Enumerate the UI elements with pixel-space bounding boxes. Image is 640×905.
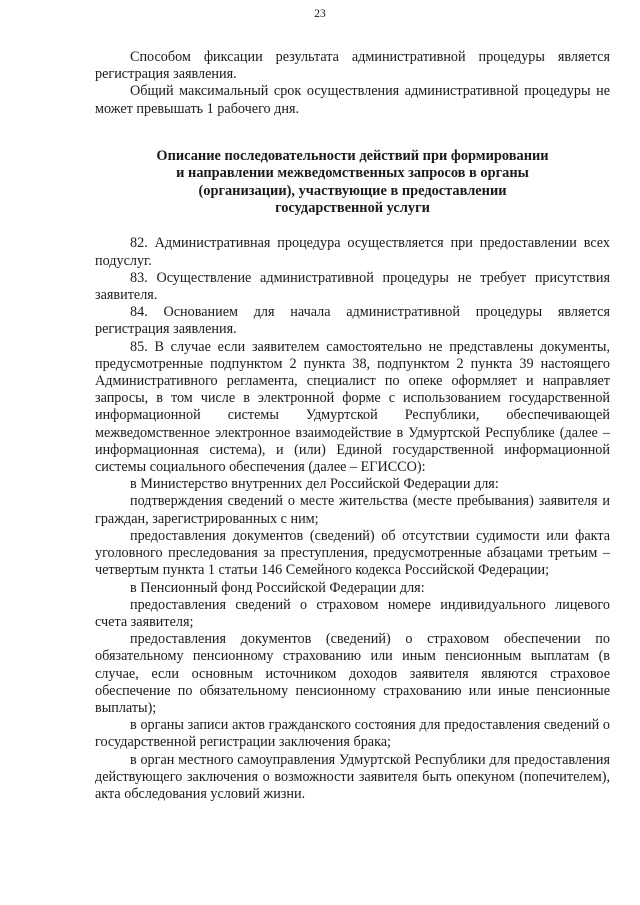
heading-line: Описание последовательности действий при формировании [156, 147, 549, 164]
paragraph-criminal-record: предоставления документов (сведений) об отсутствии судимости или факта уголовного преследования за преступления, предусмотренные абзацами третьим – четвертым пункта 1 статьи 146 Семейного кодекса Российской Федерации; [95, 527, 610, 579]
paragraph-max-duration: Общий максимальный срок осуществления административной процедуры не может превышать 1 рабочего дня. [95, 83, 610, 117]
section-heading [95, 148, 610, 218]
heading-line: государственной услуги [275, 200, 430, 217]
page-number: 23 [314, 8, 326, 20]
paragraph-mvd: в Министерство внутренних дел Российской Федерации для: [130, 476, 499, 493]
paragraph-fixation-method: Способом фиксации результата административной процедуры является регистрация заявления. [95, 49, 610, 83]
paragraph-snils: предоставления сведений о страховом номере индивидуального лицевого счета заявителя; [95, 596, 610, 630]
paragraph-pension-documents: предоставления документов (сведений) о страховом обеспечении по обязательному пенсионному страхованию или иным пенсионным выплатам (в случае, если основным источником доходов заявителя являются страховое обеспечение по обязательному пенсионному страхованию или иные пенсионные выплаты); [95, 631, 610, 716]
paragraph-84: 84. Основанием для начала административной процедуры является регистрация заявления. [95, 304, 610, 338]
paragraph-residence-confirmation: подтверждения сведений о месте жительства (месте пребывания) заявителя и граждан, зарегистрированных с ним; [95, 493, 610, 527]
paragraph-civil-registry: в органы записи актов гражданского состояния для предоставления сведений о государственной регистрации заключения брака; [95, 717, 610, 751]
heading-line: и направлении межведомственных запросов в органы [176, 165, 529, 182]
paragraph-local-government: в орган местного самоуправления Удмуртской Республики для предоставления действующего заключения о возможности заявителя быть опекуном (попечителем), акта обследования условий жизни. [95, 751, 610, 802]
heading-line: (организации), участвующие в предоставлении [198, 182, 507, 199]
paragraph-82: 82. Административная процедура осуществляется при предоставлении всех подуслуг. [95, 235, 610, 269]
paragraph-85: 85. В случае если заявителем самостоятельно не представлены документы, предусмотренные подпунктом 2 пункта 38, подпунктом 2 пункта 39 настоящего Административного регламента, специалист по опеке оформляет и направляет запросы, в том числе в электронной форме с использованием государственной информационной системы Удмуртской Республики, обеспечивающей межведомственное электронное взаимодействие в Удмуртской Республике (далее – информационная система), и (или) Единой государственной информационной системы социального обеспечения (далее – ЕГИССО): [95, 338, 610, 476]
paragraph-pension-fund: в Пенсионный фонд Российской Федерации для: [130, 579, 425, 596]
document-body [95, 49, 610, 803]
paragraph-83: 83. Осуществление административной процедуры не требует присутствия заявителя. [95, 269, 610, 304]
